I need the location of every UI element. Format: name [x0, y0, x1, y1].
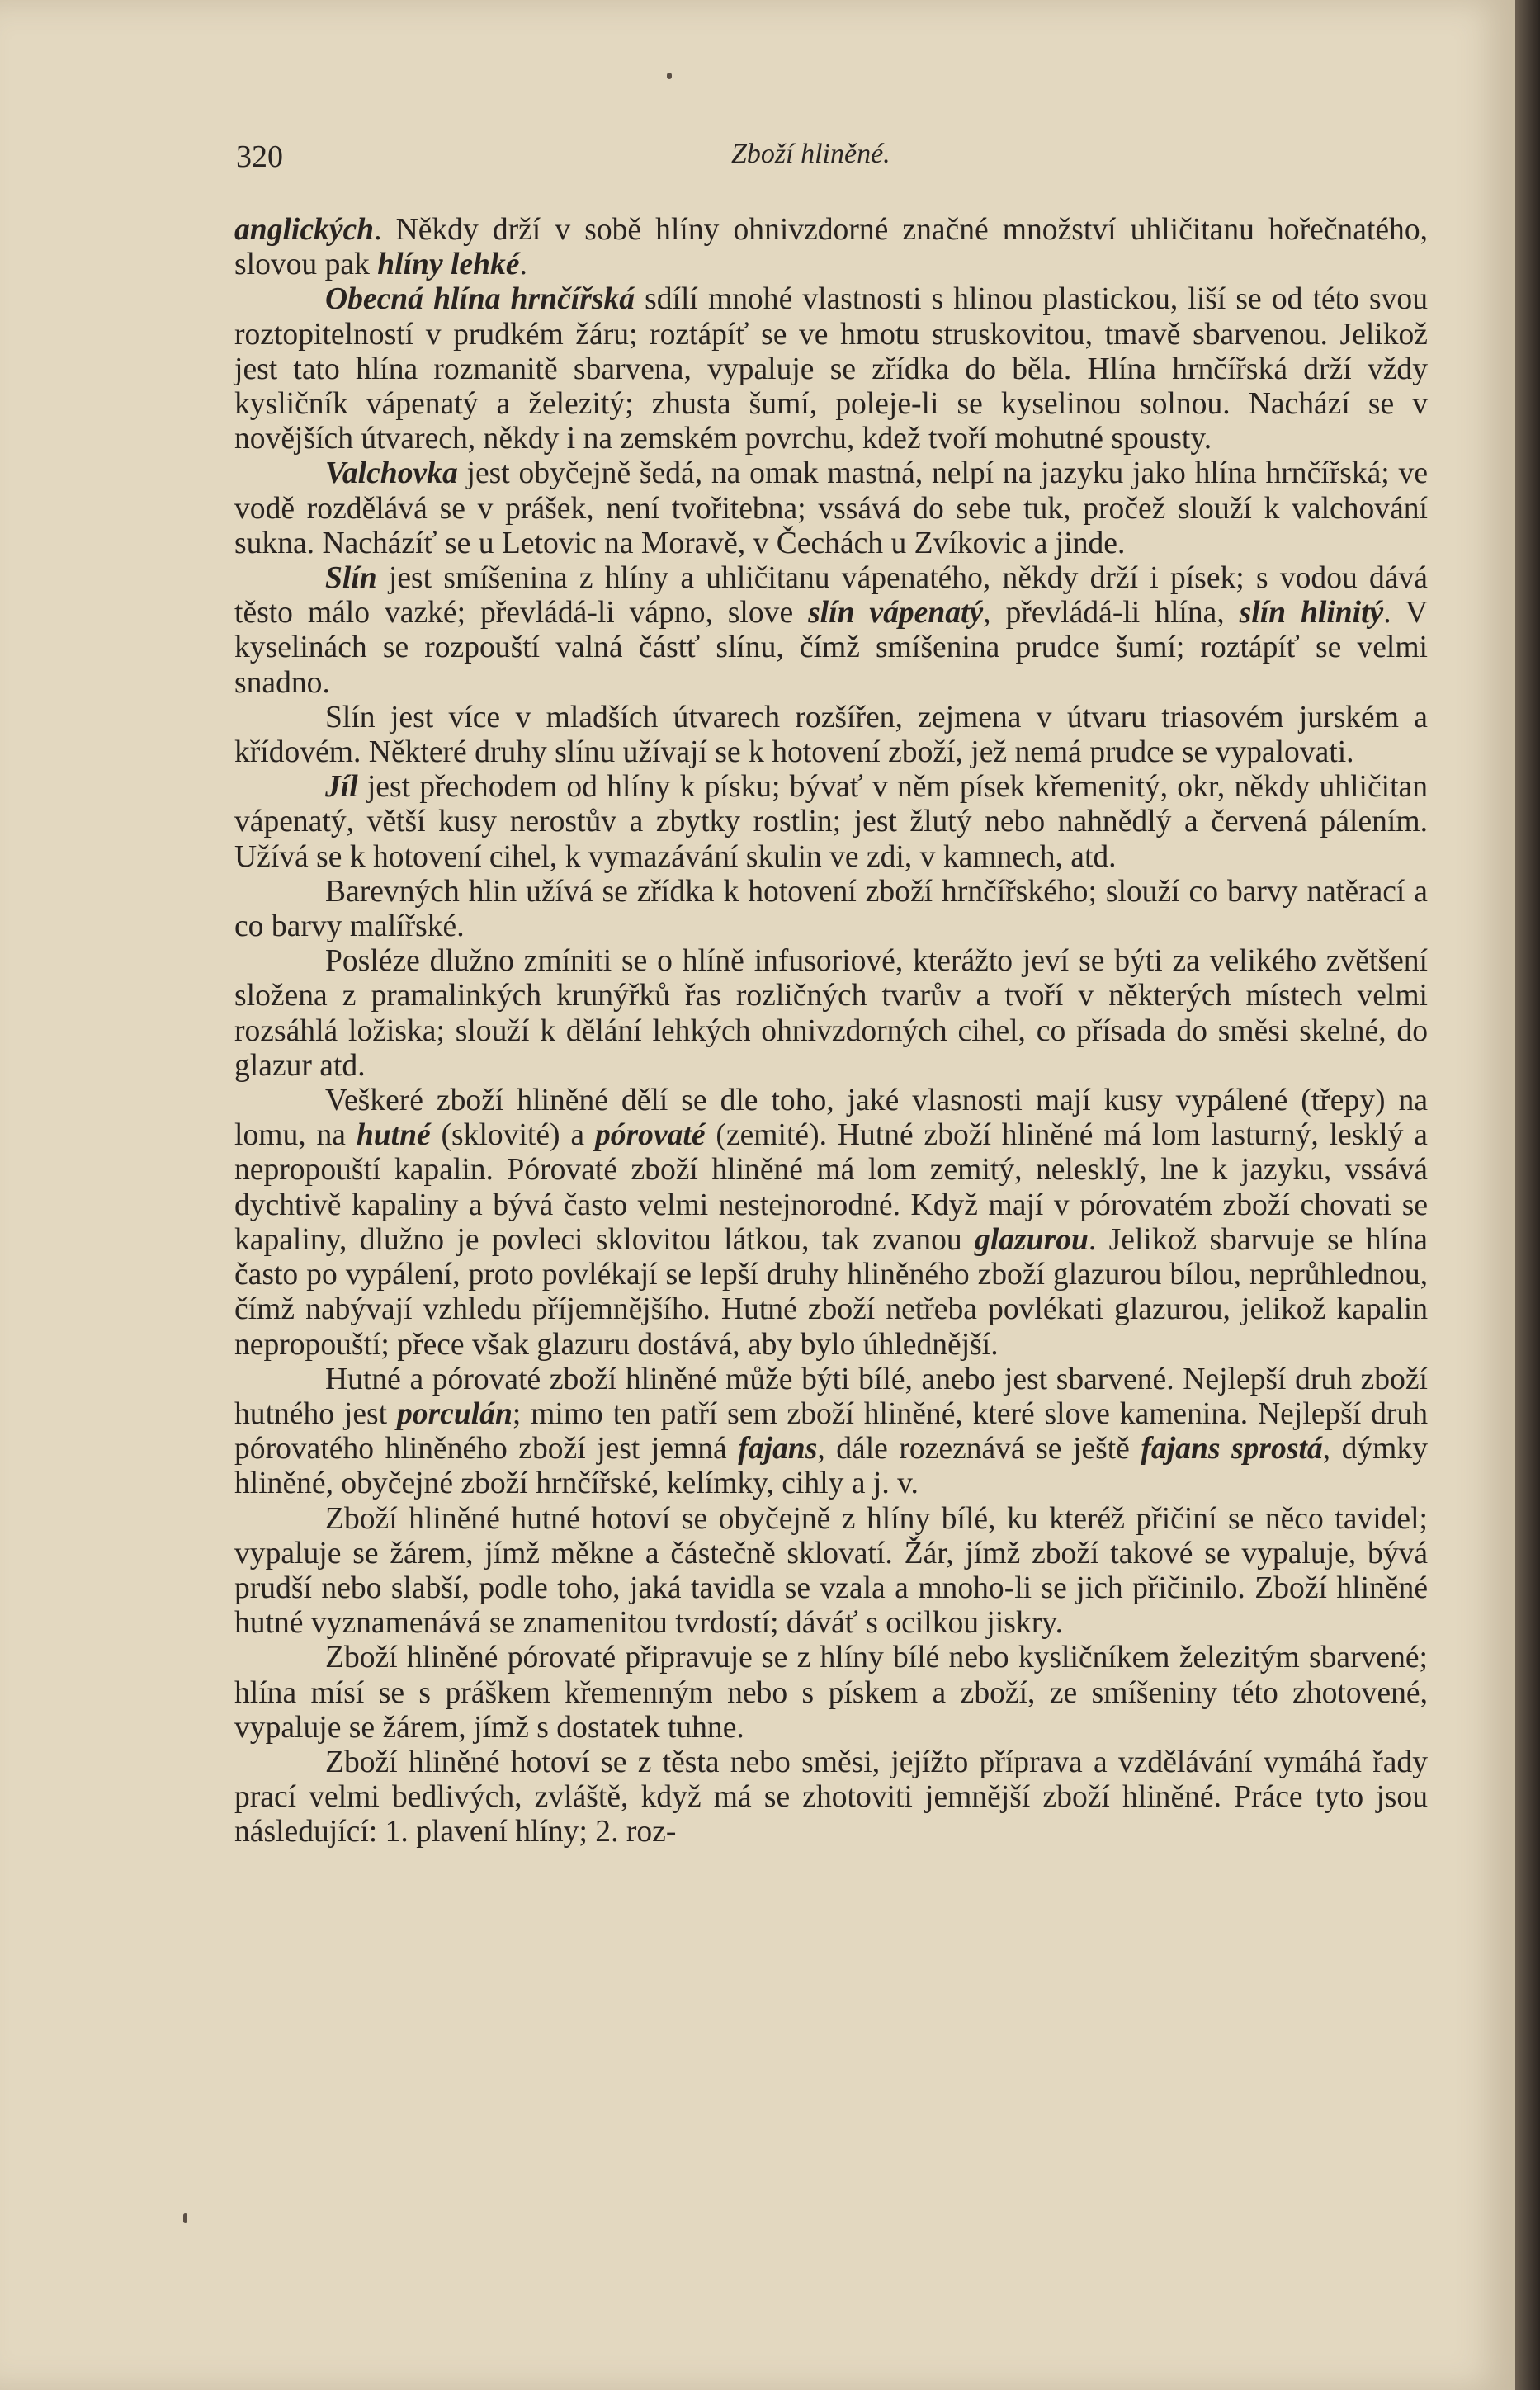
emphasized-term: slín vápenatý — [808, 596, 984, 631]
text-run: sdílí mnohé vlastnosti s hlinou plastickou, liší se od této svou roztopitelností v prudkém žáru; roztápíť se ve hmotu struskovitou, tmavě sbarvenou. Jelikož jest tato hlína rozmanitě sbarvena, vypaluje se zřídka do běla. Hlína hrnčířská drží vždy kysličník vápenatý a železitý; zhusta šumí, poleje-li se kyselinou solnou. Nachází se v novějších útvarech, někdy i na zemském povrchu, kdež tvoří mohutné spousty. — [234, 282, 1428, 456]
emphasized-term: porculán — [396, 1396, 513, 1431]
paragraph — [234, 213, 1428, 282]
emphasized-term: Valchovka — [325, 456, 458, 491]
text-run: ; mimo ten patří sem zboží hliněné, které slove kamenina. Nejlepší druh pórovatého hliněného zboží jest jemná — [234, 1396, 1428, 1467]
page-edge — [1515, 0, 1540, 2390]
emphasized-term: Obecná hlína hrnčířská — [325, 282, 635, 317]
text-run: , dále rozeznává se ještě — [817, 1432, 1141, 1467]
text-run: . Jelikož sbarvuje se hlína často po vypálení, proto povlékají se lepší druhy hliněného zboží glazurou bílou, neprůhlednou, čímž nabývají vzhledu příjemnějšího. Hutné zboží netřeba povlékati glazurou, jelikož kapalin nepropouští; přece však glazuru dostává, aby bylo úhlednější. — [234, 1222, 1428, 1362]
paragraph — [234, 1363, 1428, 1502]
paragraph — [234, 1641, 1428, 1745]
paragraph — [234, 701, 1428, 770]
paragraph — [234, 282, 1428, 456]
paragraph — [234, 944, 1428, 1084]
text-run: (zemité). Hutné zboží hliněné má lom lasturný, lesklý a nepropouští kapalin. Pórovaté zboží hliněné má lom zemitý, nelesklý, lne k jazyku, vssává dychtivě kapaliny a bývá často velmi nestejnorodné. Když mají v pórovatém zboží chovati se kapaliny, dlužno je povleci sklovitou látkou, tak zvanou — [234, 1118, 1428, 1257]
paper-speck — [667, 73, 672, 79]
paragraph — [234, 1745, 1428, 1850]
emphasized-term: fajans — [738, 1432, 818, 1467]
text-run: jest smíšenina z hlíny a uhličitanu vápenatého, někdy drží i písek; s vodou dává těsto málo vazké; převládá-li vápno, slove — [234, 561, 1428, 631]
text-run: Posléze dlužno zmíniti se o hlíně infusoriové, kterážto jeví se býti za velikého zvětšení složena z pramalinkých krunýřků řas rozličných tvarův a tvoří v některých místech velmi rozsáhlá ložiska; slouží k dělání lehkých ohnivzdorných cihel, co přísada do směsi skelné, do glazur atd. — [234, 944, 1428, 1083]
running-title: Zboží hliněné. — [731, 139, 890, 169]
paragraph — [234, 1502, 1428, 1641]
text-run: Zboží hliněné hutné hotoví se obyčejně z hlíny bílé, ku kteréž přičiní se něco tavidel; vypaluje se žárem, jímž měkne a částečně sklovatí. Žár, jímž zboží takové se vypaluje, bývá prudší nebo slabší, podle toho, jaká tavidla se vzala a mnoho-li se jich přičinilo. Zboží hliněné hutné vyznamenává se znamenitou tvrdostí; dáváť s ocilkou jiskry. — [234, 1501, 1428, 1641]
text-run: (sklovité) a — [430, 1118, 595, 1153]
text-run: . V kyselinách se rozpouští valná částť slínu, čímž smíšenina prudce šumí; roztápíť se velmi snadno. — [234, 596, 1429, 700]
text-run: , převládá-li hlína, — [983, 596, 1240, 631]
text-run: Veškeré zboží hliněné dělí se dle toho, jaké vlasnosti mají kusy vypálené (třepy) na lomu, na — [234, 1084, 1428, 1153]
emphasized-term: hlíny lehké — [377, 248, 520, 282]
emphasized-term: glazurou — [975, 1222, 1089, 1257]
text-run: Zboží hliněné hotoví se z těsta nebo směsi, jejížto příprava a vzdělávání vymáhá řady prací velmi bedlivých, zvláště, když má se zhotoviti jemnější zboží hliněné. Práce tyto jsou následující: 1. plavení hlíny; 2. roz- — [234, 1745, 1428, 1849]
text-run: . — [519, 248, 527, 282]
text-run: Zboží hliněné pórovaté připravuje se z hlíny bílé nebo kysličníkem železitým sbarvené; hlína mísí se s práškem křemenným nebo s pískem a zboží, ze smíšeniny této zhotovené, vypaluje se žárem, jímž s dostatek tuhne. — [234, 1641, 1428, 1745]
text-run: Slín jest více v mladších útvarech rozšířen, zejmena v útvaru triasovém jurském a křídovém. Některé druhy slínu užívají se k hotovení zboží, jež nemá prudce se vypalovati. — [234, 700, 1428, 770]
emphasized-term: slín hlinitý — [1239, 596, 1384, 631]
emphasized-term: pórovaté — [594, 1118, 706, 1153]
paragraph — [234, 456, 1428, 561]
emphasized-term: anglických — [234, 213, 375, 247]
emphasized-term: fajans sprostá — [1141, 1432, 1323, 1467]
emphasized-term: Jíl — [325, 770, 358, 805]
paper-speck — [183, 2213, 187, 2223]
text-run: . Někdy drží v sobě hlíny ohnivzdorné značné množství uhličitanu hořečnatého, slovou pak — [234, 213, 1428, 282]
body-text — [234, 213, 1428, 1850]
page-number: 320 — [236, 139, 283, 174]
paragraph — [234, 770, 1428, 875]
text-run: Hutné a pórovaté zboží hliněné může býti bílé, anebo jest sbarvené. Nejlepší druh zboží hutného jest — [234, 1362, 1428, 1431]
paragraph — [234, 561, 1428, 701]
text-run: Barevných hlin užívá se zřídka k hotovení zboží hrnčířského; slouží co barvy natěrací a co barvy malířské. — [234, 874, 1428, 944]
emphasized-term: Slín — [325, 561, 377, 596]
paragraph — [234, 875, 1428, 944]
text-run: jest přechodem od hlíny k písku; bývať v něm písek křemenitý, okr, někdy uhličitan vápenatý, větší kusy nerostův a zbytky rostlin; jest žlutý nebo nahnědlý a červená pálením. Užívá se k hotovení cihel, k vymazávání skulin ve zdi, v kamnech, atd. — [234, 770, 1428, 874]
paragraph — [234, 1084, 1428, 1363]
text-run: jest obyčejně šedá, na omak mastná, nelpí na jazyku jako hlína hrnčířská; ve vodě rozdělává se v prášek, není tvořitebna; vssává do sebe tuk, pročež slouží k valchování sukna. Nacházíť se u Letovic na Moravě, v Čechách u Zvíkovic a jinde. — [234, 456, 1428, 560]
text-run: , dýmky hliněné, obyčejné zboží hrnčířské, kelímky, cihly a j. v. — [234, 1432, 1428, 1501]
emphasized-term: hutné — [356, 1118, 431, 1153]
